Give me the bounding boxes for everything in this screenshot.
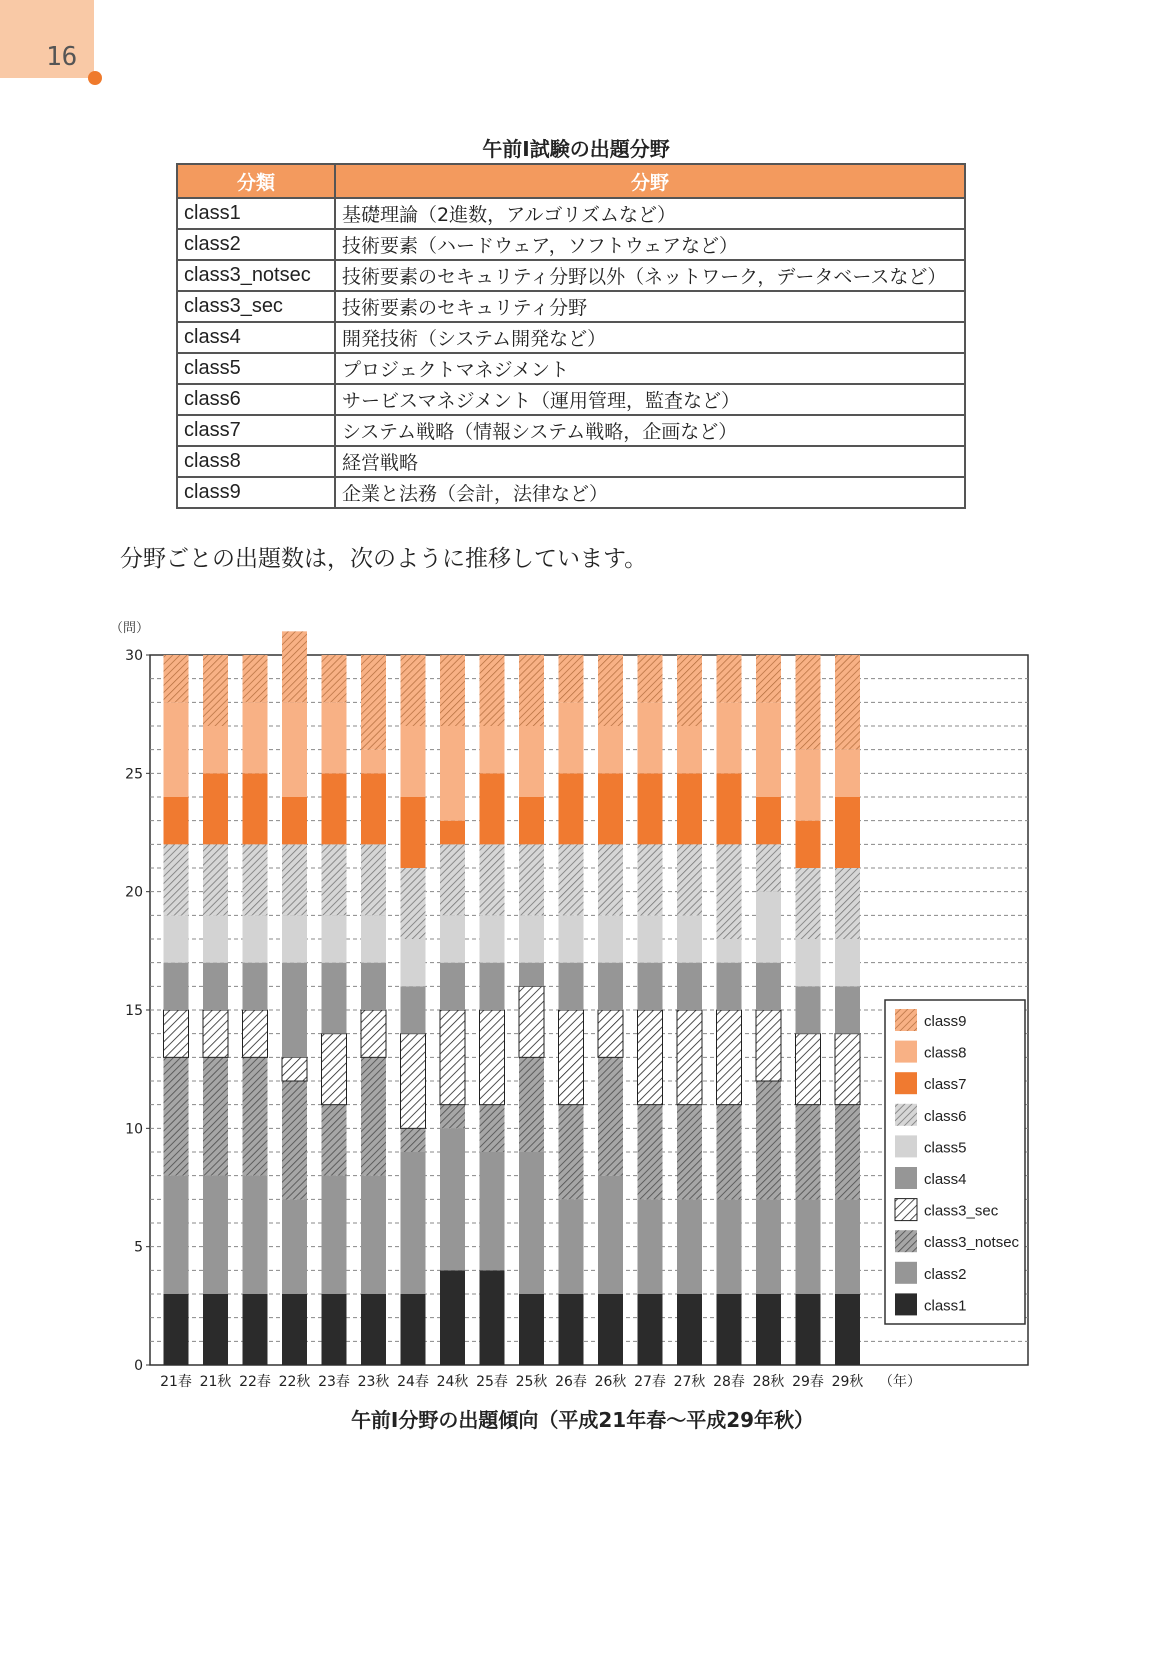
bar-segment-class3_sec — [756, 1010, 781, 1081]
y-tick-label: 15 — [125, 1003, 143, 1019]
bar-segment-class4 — [598, 963, 623, 1010]
legend-label: class3_sec — [924, 1202, 999, 1220]
y-tick-label: 0 — [134, 1358, 143, 1374]
bar-segment-class7 — [677, 773, 702, 844]
bar-segment-class9 — [598, 655, 623, 726]
table-cell-field: 経営戦略 — [335, 446, 965, 477]
x-tick-label: 22秋 — [278, 1374, 311, 1390]
table-cell-class: class8 — [177, 446, 335, 477]
bar-segment-class8 — [835, 750, 860, 797]
legend-swatch-class3_sec — [895, 1199, 917, 1221]
bar-segment-class3_sec — [282, 1057, 307, 1081]
bar-segment-class8 — [203, 726, 228, 773]
bar-segment-class6 — [322, 844, 347, 915]
bar-segment-class9 — [717, 655, 742, 702]
bar-segment-class5 — [559, 915, 584, 962]
bar-segment-class5 — [677, 915, 702, 962]
bar-segment-class9 — [401, 655, 426, 726]
bar-segment-class3_sec — [638, 1010, 663, 1105]
legend-label: class8 — [924, 1044, 967, 1062]
bar-segment-class4 — [756, 963, 781, 1010]
legend-swatch-class5 — [895, 1135, 917, 1157]
bar-segment-class9 — [282, 631, 307, 702]
bar-segment-class4 — [282, 963, 307, 1058]
legend-swatch-class3_notsec — [895, 1230, 917, 1252]
bar-segment-class6 — [401, 868, 426, 939]
x-tick-label: 25秋 — [515, 1374, 548, 1390]
bar-segment-class1 — [243, 1294, 268, 1365]
legend-swatch-class6 — [895, 1104, 917, 1126]
bar-segment-class2 — [796, 1199, 821, 1294]
bar-segment-class6 — [243, 844, 268, 915]
y-tick-label: 5 — [134, 1239, 143, 1256]
table-cell-field: 企業と法務（会計，法律など） — [335, 477, 965, 508]
bar-segment-class2 — [480, 1152, 505, 1270]
bar-segment-class3_sec — [519, 986, 544, 1057]
y-axis-unit-label: （問） — [110, 621, 150, 636]
bar-segment-class5 — [282, 915, 307, 962]
legend-swatch-class4 — [895, 1167, 917, 1189]
table-cell-field: 技術要素（ハードウェア，ソフトウェアなど） — [335, 229, 965, 260]
bar-segment-class5 — [756, 892, 781, 963]
x-tick-label: 24秋 — [436, 1374, 469, 1390]
bar-segment-class3_notsec — [796, 1105, 821, 1200]
bar-segment-class2 — [322, 1176, 347, 1294]
bar-segment-class6 — [440, 844, 465, 915]
bar-segment-class3_sec — [796, 1034, 821, 1105]
bar-segment-class3_sec — [598, 1010, 623, 1057]
bar-segment-class1 — [756, 1294, 781, 1365]
table-cell-class: class2 — [177, 229, 335, 260]
bar-segment-class8 — [243, 702, 268, 773]
bar-segment-class3_sec — [322, 1034, 347, 1105]
bar-segment-class3_notsec — [598, 1057, 623, 1175]
bar-segment-class9 — [796, 655, 821, 750]
bar-segment-class3_notsec — [361, 1057, 386, 1175]
bar-segment-class5 — [598, 915, 623, 962]
bar-segment-class8 — [519, 726, 544, 797]
bar-segment-class1 — [717, 1294, 742, 1365]
legend-swatch-class8 — [895, 1041, 917, 1063]
legend-swatch-class1 — [895, 1293, 917, 1315]
table-cell-class: class6 — [177, 384, 335, 415]
table-header-field: 分野 — [335, 164, 965, 198]
bar-segment-class7 — [322, 773, 347, 844]
bar-segment-class8 — [282, 702, 307, 797]
bar-segment-class3_sec — [243, 1010, 268, 1057]
legend-swatch-class9 — [895, 1009, 917, 1031]
table-cell-field: システム戦略（情報システム戦略，企画など） — [335, 415, 965, 446]
legend-label: class2 — [924, 1265, 967, 1283]
x-tick-label: 23春 — [318, 1374, 350, 1390]
legend-swatch-class2 — [895, 1262, 917, 1284]
bar-segment-class5 — [835, 939, 860, 986]
bar-segment-class3_notsec — [203, 1057, 228, 1175]
bar-segment-class3_sec — [559, 1010, 584, 1105]
bar-segment-class3_notsec — [835, 1105, 860, 1200]
bar-segment-class9 — [480, 655, 505, 726]
bar-segment-class7 — [717, 773, 742, 844]
bar-segment-class7 — [440, 821, 465, 845]
x-tick-label: 29秋 — [831, 1374, 864, 1390]
bar-segment-class4 — [559, 963, 584, 1010]
bar-segment-class7 — [401, 797, 426, 868]
bar-segment-class3_sec — [717, 1010, 742, 1105]
table-title: 午前Ⅰ試験の出題分野 — [482, 137, 670, 161]
bar-segment-class2 — [677, 1199, 702, 1294]
table-cell-field: プロジェクトマネジメント — [335, 353, 965, 384]
bar-segment-class7 — [559, 773, 584, 844]
bar-segment-class5 — [361, 915, 386, 962]
bar-segment-class4 — [164, 963, 189, 1010]
bar-segment-class7 — [282, 797, 307, 844]
bar-segment-class4 — [440, 963, 465, 1010]
bar-segment-class4 — [480, 963, 505, 1010]
bar-segment-class7 — [164, 797, 189, 844]
table-cell-field: 開発技術（システム開発など） — [335, 322, 965, 353]
x-tick-label: 26秋 — [594, 1374, 627, 1390]
bar-segment-class1 — [677, 1294, 702, 1365]
bar-segment-class8 — [401, 726, 426, 797]
x-tick-label: 26春 — [555, 1374, 587, 1390]
bar-segment-class8 — [756, 702, 781, 797]
bar-segment-class3_notsec — [401, 1128, 426, 1152]
bar-segment-class6 — [480, 844, 505, 915]
table-cell-class: class3_sec — [177, 291, 335, 322]
bar-segment-class3_sec — [164, 1010, 189, 1057]
legend-label: class6 — [924, 1107, 967, 1125]
bar-segment-class2 — [835, 1199, 860, 1294]
bar-segment-class3_sec — [480, 1010, 505, 1105]
bar-segment-class5 — [322, 915, 347, 962]
bar-segment-class8 — [480, 726, 505, 773]
bar-segment-class6 — [638, 844, 663, 915]
bar-segment-class9 — [756, 655, 781, 702]
bar-segment-class8 — [164, 702, 189, 797]
bar-segment-class8 — [638, 702, 663, 773]
bar-segment-class8 — [322, 702, 347, 773]
bar-segment-class3_sec — [835, 1034, 860, 1105]
bar-segment-class3_notsec — [164, 1057, 189, 1175]
table-header-class: 分類 — [177, 164, 335, 198]
bar-segment-class4 — [519, 963, 544, 987]
bar-segment-class2 — [440, 1128, 465, 1270]
bar-segment-class7 — [519, 797, 544, 844]
bar-segment-class3_notsec — [480, 1105, 505, 1152]
bar-segment-class9 — [440, 655, 465, 726]
bar-segment-class3_sec — [203, 1010, 228, 1057]
page-number: 16 — [46, 42, 78, 72]
bar-segment-class6 — [677, 844, 702, 915]
bar-segment-class9 — [164, 655, 189, 702]
bar-segment-class6 — [835, 868, 860, 939]
x-tick-label: 28秋 — [752, 1374, 785, 1390]
x-tick-label: 24春 — [397, 1374, 429, 1390]
bar-segment-class2 — [638, 1199, 663, 1294]
bar-segment-class3_notsec — [559, 1105, 584, 1200]
table-cell-class: class5 — [177, 353, 335, 384]
bar-segment-class3_sec — [440, 1010, 465, 1105]
bar-segment-class9 — [638, 655, 663, 702]
bar-segment-class8 — [796, 750, 821, 821]
legend-label: class7 — [924, 1076, 967, 1094]
bar-segment-class7 — [835, 797, 860, 868]
bar-segment-class6 — [164, 844, 189, 915]
legend-label: class4 — [924, 1171, 967, 1188]
bar-segment-class5 — [717, 939, 742, 963]
bar-segment-class2 — [756, 1199, 781, 1294]
table-cell-class: class3_notsec — [177, 260, 335, 291]
bar-segment-class1 — [480, 1270, 505, 1365]
x-tick-label: 25春 — [476, 1374, 508, 1390]
x-tick-label: 21春 — [160, 1374, 192, 1390]
bar-segment-class5 — [519, 915, 544, 962]
bar-segment-class2 — [203, 1176, 228, 1294]
bar-segment-class4 — [638, 963, 663, 1010]
bar-segment-class9 — [677, 655, 702, 726]
table-cell-class: class4 — [177, 322, 335, 353]
bar-segment-class1 — [440, 1270, 465, 1365]
bar-segment-class2 — [559, 1199, 584, 1294]
bar-segment-class1 — [519, 1294, 544, 1365]
table-cell-class: class7 — [177, 415, 335, 446]
bar-segment-class3_notsec — [717, 1105, 742, 1200]
bar-segment-class8 — [361, 750, 386, 774]
bar-segment-class2 — [598, 1176, 623, 1294]
bar-segment-class9 — [835, 655, 860, 750]
bar-segment-class6 — [282, 844, 307, 915]
table-cell-field: サービスマネジメント（運用管理，監査など） — [335, 384, 965, 415]
bar-segment-class6 — [519, 844, 544, 915]
bar-segment-class3_notsec — [677, 1105, 702, 1200]
x-tick-label: 27秋 — [673, 1374, 706, 1390]
x-tick-label: 23秋 — [357, 1374, 390, 1390]
bar-segment-class3_notsec — [440, 1105, 465, 1129]
bar-segment-class9 — [519, 655, 544, 726]
bar-segment-class5 — [203, 915, 228, 962]
bar-segment-class4 — [401, 986, 426, 1033]
y-tick-label: 30 — [125, 648, 143, 664]
bar-segment-class8 — [717, 702, 742, 773]
bar-segment-class4 — [243, 963, 268, 1010]
x-axis-unit-label: （年） — [879, 1374, 921, 1390]
bar-segment-class9 — [243, 655, 268, 702]
bar-segment-class7 — [638, 773, 663, 844]
bar-segment-class8 — [559, 702, 584, 773]
bar-segment-class1 — [598, 1294, 623, 1365]
bar-segment-class1 — [164, 1294, 189, 1365]
bar-segment-class6 — [598, 844, 623, 915]
bar-segment-class7 — [203, 773, 228, 844]
bar-segment-class9 — [559, 655, 584, 702]
bar-segment-class9 — [203, 655, 228, 726]
bar-segment-class4 — [203, 963, 228, 1010]
table-cell-field: 技術要素のセキュリティ分野以外（ネットワーク，データベースなど） — [335, 260, 965, 291]
bar-segment-class3_notsec — [638, 1105, 663, 1200]
bar-segment-class5 — [480, 915, 505, 962]
x-tick-label: 22春 — [239, 1374, 271, 1390]
y-tick-label: 25 — [125, 766, 143, 783]
bar-segment-class6 — [796, 868, 821, 939]
bar-segment-class6 — [361, 844, 386, 915]
y-tick-label: 20 — [125, 884, 143, 901]
bar-segment-class7 — [796, 821, 821, 868]
bar-segment-class1 — [559, 1294, 584, 1365]
bar-segment-class4 — [361, 963, 386, 1010]
bar-segment-class4 — [717, 963, 742, 1010]
bar-segment-class1 — [835, 1294, 860, 1365]
intro-text: 分野ごとの出題数は，次のように推移しています。 — [120, 546, 648, 572]
bar-segment-class5 — [796, 939, 821, 986]
bar-segment-class1 — [322, 1294, 347, 1365]
bar-segment-class9 — [322, 655, 347, 702]
table-cell-field: 基礎理論（2進数，アルゴリズムなど） — [335, 198, 965, 229]
bar-segment-class3_sec — [677, 1010, 702, 1105]
bar-segment-class1 — [401, 1294, 426, 1365]
bar-segment-class6 — [559, 844, 584, 915]
bar-segment-class2 — [243, 1176, 268, 1294]
bar-segment-class1 — [361, 1294, 386, 1365]
bar-segment-class2 — [717, 1199, 742, 1294]
bar-segment-class9 — [361, 655, 386, 750]
bar-segment-class5 — [243, 915, 268, 962]
bar-segment-class6 — [717, 844, 742, 939]
bar-segment-class5 — [440, 915, 465, 962]
table-cell-field: 技術要素のセキュリティ分野 — [335, 291, 965, 322]
bar-segment-class5 — [638, 915, 663, 962]
table-cell-class: class9 — [177, 477, 335, 508]
legend-swatch-class7 — [895, 1072, 917, 1094]
bar-segment-class8 — [440, 726, 465, 821]
bar-segment-class4 — [835, 986, 860, 1033]
bar-segment-class3_sec — [361, 1010, 386, 1057]
bar-segment-class7 — [598, 773, 623, 844]
bar-segment-class3_notsec — [322, 1105, 347, 1176]
bar-segment-class8 — [598, 726, 623, 773]
bar-segment-class2 — [401, 1152, 426, 1294]
bar-segment-class1 — [203, 1294, 228, 1365]
bar-segment-class3_notsec — [519, 1057, 544, 1152]
bar-segment-class8 — [677, 726, 702, 773]
bar-segment-class4 — [677, 963, 702, 1010]
bar-segment-class7 — [243, 773, 268, 844]
bar-segment-class2 — [282, 1199, 307, 1294]
chart-caption: 午前Ⅰ分野の出題傾向（平成21年春～平成29年秋） — [350, 1408, 815, 1432]
bar-segment-class2 — [519, 1152, 544, 1294]
bar-segment-class1 — [638, 1294, 663, 1365]
bar-segment-class1 — [282, 1294, 307, 1365]
bar-segment-class5 — [401, 939, 426, 986]
y-tick-label: 10 — [125, 1121, 143, 1138]
legend-label: class1 — [924, 1297, 967, 1315]
bar-segment-class6 — [203, 844, 228, 915]
x-tick-label: 29春 — [792, 1374, 824, 1390]
legend-label: class5 — [924, 1139, 967, 1157]
bar-segment-class3_sec — [401, 1034, 426, 1129]
legend-label: class9 — [924, 1013, 967, 1030]
bar-segment-class3_notsec — [282, 1081, 307, 1199]
bar-segment-class7 — [361, 773, 386, 844]
bar-segment-class7 — [480, 773, 505, 844]
x-tick-label: 21秋 — [199, 1374, 232, 1390]
x-tick-label: 28春 — [713, 1374, 745, 1390]
bar-segment-class2 — [164, 1176, 189, 1294]
legend-label: class3_notsec — [924, 1234, 1020, 1252]
x-tick-label: 27春 — [634, 1374, 666, 1390]
bar-segment-class4 — [322, 963, 347, 1034]
bar-segment-class3_notsec — [243, 1057, 268, 1175]
bar-segment-class3_notsec — [756, 1081, 781, 1199]
bar-segment-class6 — [756, 844, 781, 891]
bar-segment-class5 — [164, 915, 189, 962]
bar-segment-class7 — [756, 797, 781, 844]
bar-segment-class1 — [796, 1294, 821, 1365]
bar-segment-class2 — [361, 1176, 386, 1294]
bar-segment-class4 — [796, 986, 821, 1033]
table-cell-class: class1 — [177, 198, 335, 229]
